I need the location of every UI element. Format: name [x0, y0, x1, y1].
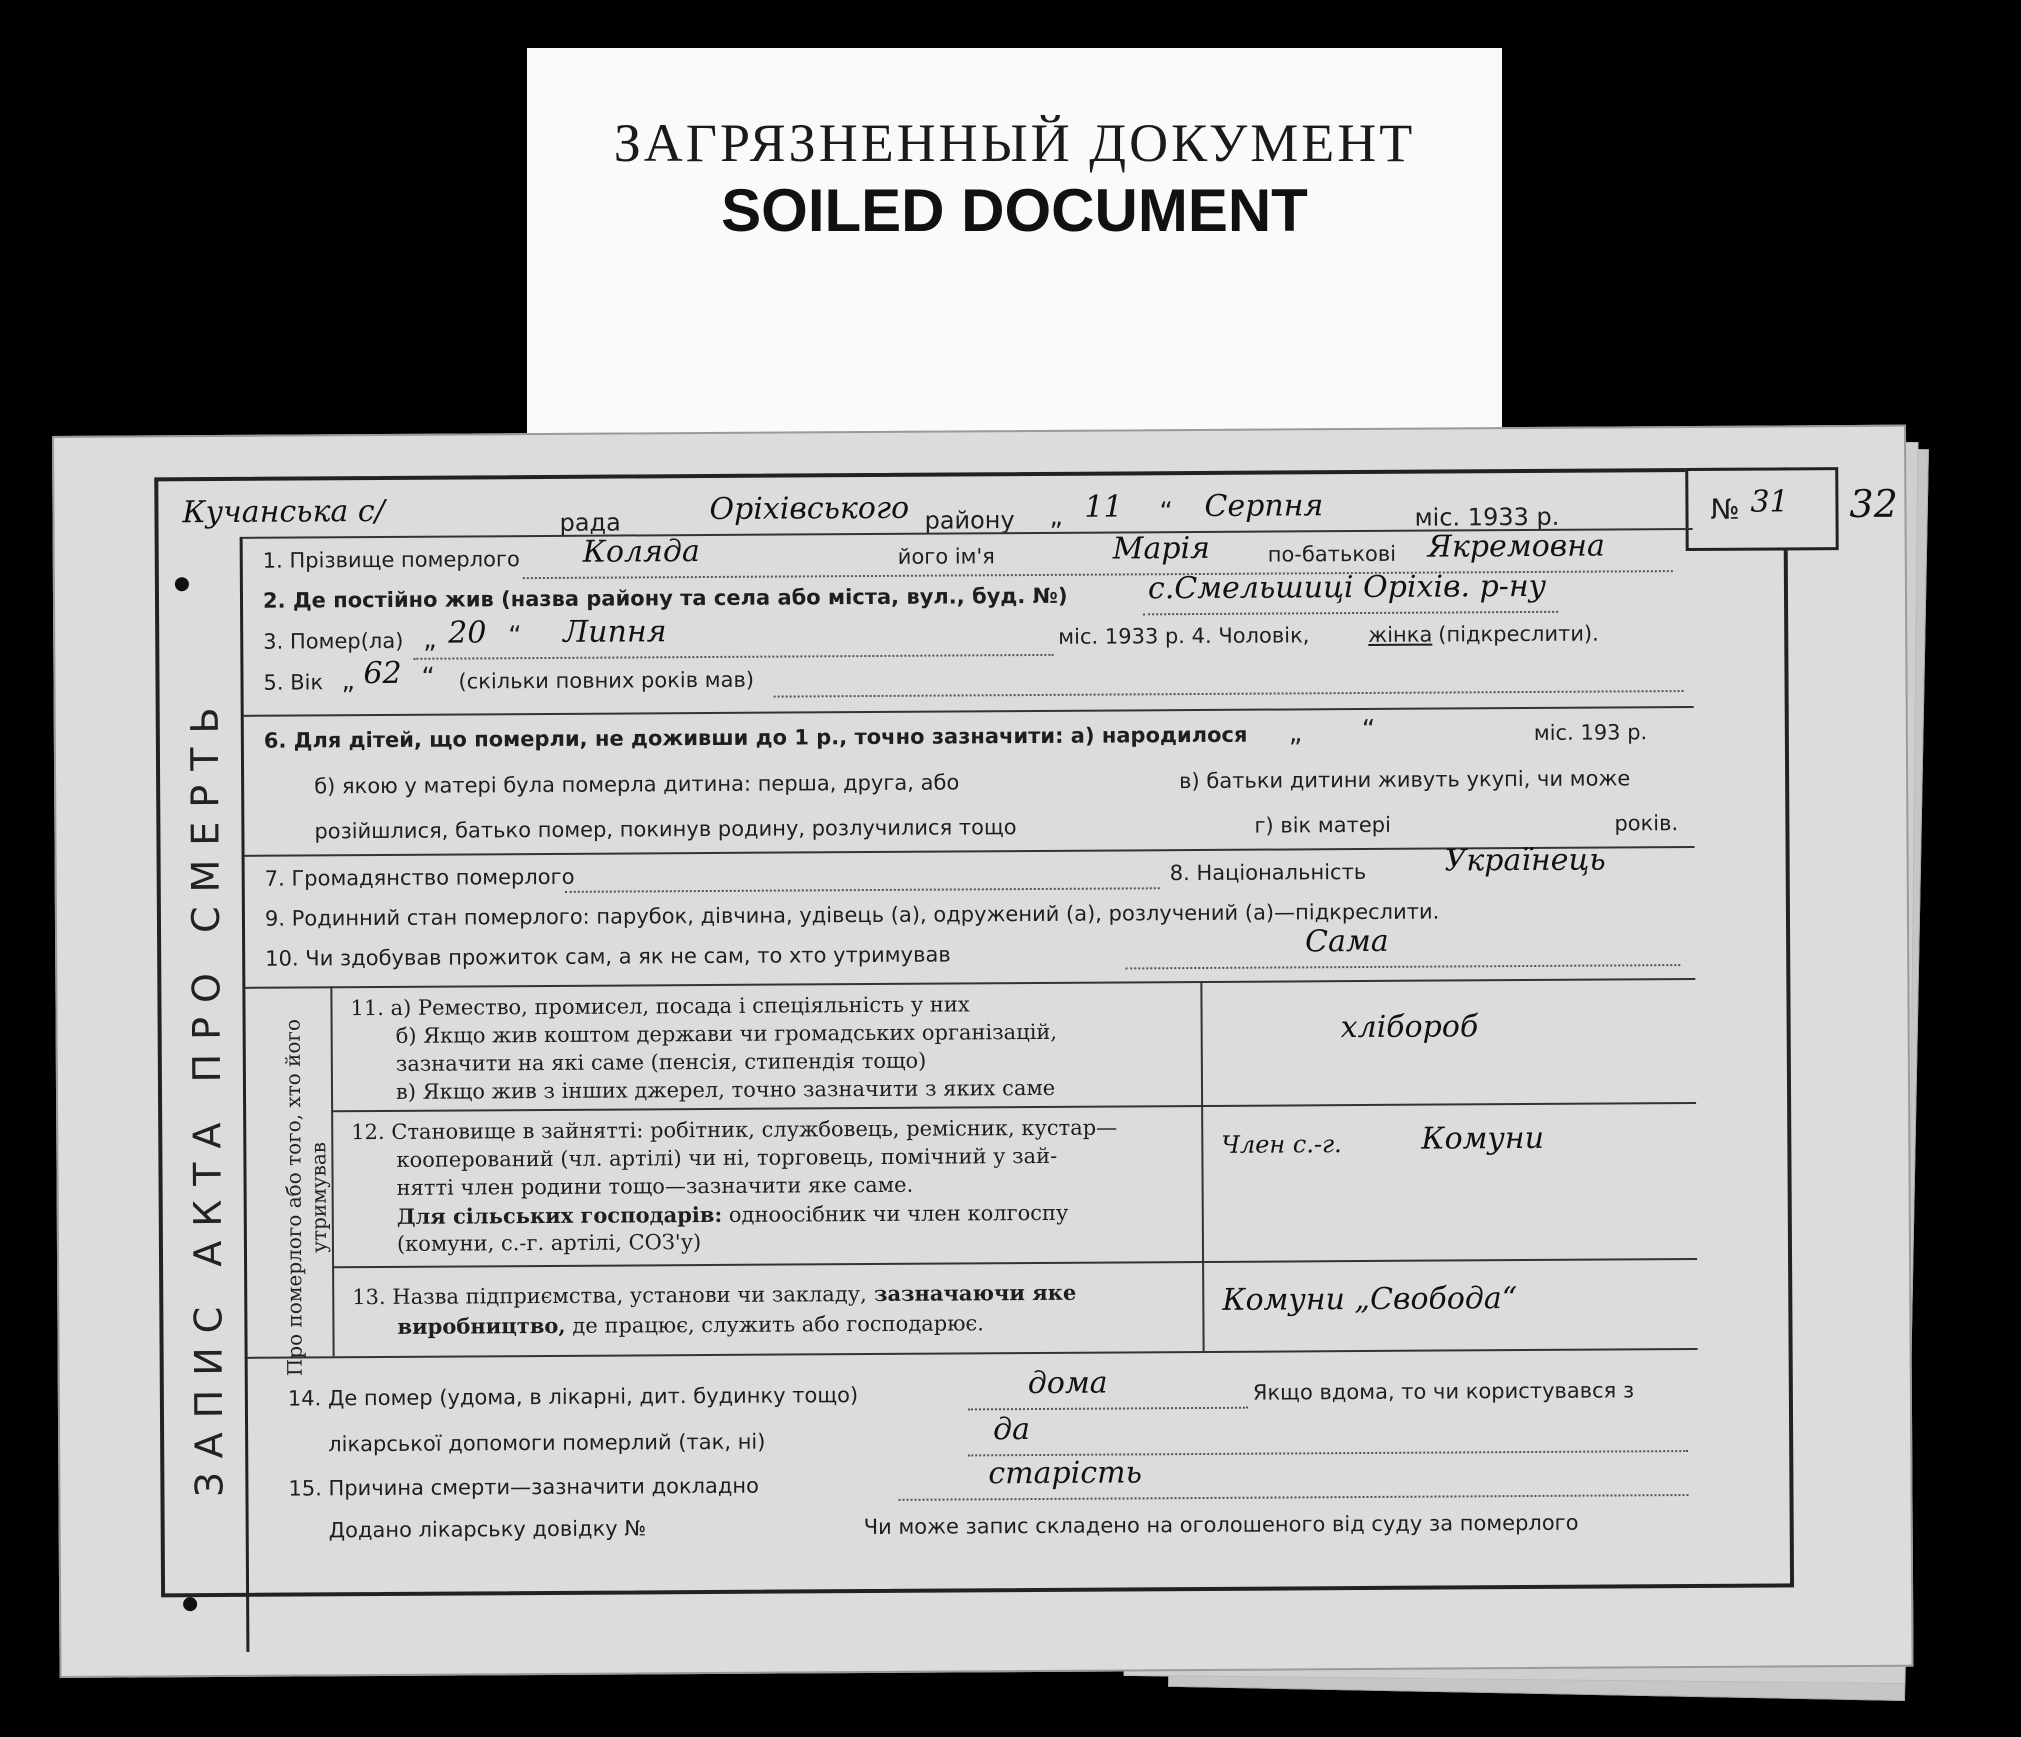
death-day-handwriting: 20 — [448, 615, 487, 651]
name-handwriting: Марія — [1112, 530, 1211, 567]
rule — [331, 1102, 1696, 1112]
died-open-quote: „ — [423, 624, 437, 655]
nationality-label: 8. Національність — [1169, 859, 1367, 886]
workplace-line-1: 13. Назва підприємства, установи чи закладу, зазначаючи яке — [352, 1279, 1077, 1310]
death-record-card — [52, 425, 1914, 1678]
employment-line-c: нятті член родини тощо—зазначити яке саме. — [396, 1172, 914, 1200]
header-day-handwriting: 11 — [1084, 489, 1123, 525]
employment-line-a: 12. Становище в зайнятті: робітник, службовець, ремісник, кустар— — [351, 1115, 1118, 1145]
sex-underline-note: (підкреслити). — [1438, 621, 1599, 647]
age-close-quote: “ — [421, 662, 436, 693]
home-medical-help-label: Якщо вдома, то чи користувався з — [1252, 1378, 1635, 1405]
livelihood-handwriting: Сама — [1305, 923, 1389, 960]
court-declared-label: Чи може запис складено на оголошеного від суду за померлого — [863, 1510, 1579, 1540]
dotted-line — [1125, 964, 1680, 969]
age-open-quote: „ — [341, 666, 356, 697]
dotted-line — [413, 654, 1053, 660]
header-month-label: міс. 1933 р. — [1414, 502, 1560, 532]
dotted-line — [774, 690, 1684, 698]
header-month-handwriting: Серпня — [1204, 488, 1324, 524]
dotted-line — [968, 1407, 1248, 1411]
medical-certificate-label: Додано лікарську довідку № — [328, 1516, 647, 1543]
banner-russian: ЗАГРЯЗНЕННЫЙ ДОКУМЕНТ — [613, 113, 1416, 173]
age-label: 5. Вік — [263, 670, 324, 695]
residence-handwriting: с.Смельшиці Оріхів. р-ну — [1147, 568, 1547, 607]
workplace-handwriting: Комуни „Свобода“ — [1222, 1281, 1518, 1318]
employment-handwriting-right: Комуни — [1421, 1120, 1545, 1157]
employment-line-d: Для сільських господарів: одноосібник чи член колгоспу — [396, 1200, 1069, 1229]
header-district-label: району — [924, 506, 1015, 535]
workplace-line-2: виробництво, де працює, служить або господарює. — [397, 1311, 984, 1339]
marital-status-label: 9. Родинний стан померлого: парубок, дівчина, удівець (а), одружений (а), розлучений (а)—підкреслити. — [264, 899, 1440, 931]
patronymic-label: по-батькові — [1267, 541, 1397, 567]
died-label: 3. Помер(ла) — [263, 628, 404, 654]
employment-handwriting-left: Член с.-г. — [1221, 1130, 1342, 1159]
medical-help-handwriting: да — [992, 1412, 1031, 1448]
child-order-label: б) якою у матері була померла дитина: перша, друга, або — [314, 770, 960, 799]
record-number-handwriting: 31 — [1750, 484, 1789, 520]
citizenship-label: 7. Громадянство померлого — [264, 864, 575, 891]
rule — [332, 1258, 1697, 1268]
corner-number-handwriting: 32 — [1849, 481, 1898, 527]
cause-of-death-handwriting: старість — [988, 1455, 1142, 1492]
parents-status-label: розійшлися, батько помер, покинув родину, розлучилися тощо — [314, 815, 1017, 844]
occupation-line-c: зазначити на які саме (пенсія, стипендія тощо) — [395, 1048, 927, 1076]
sex-female: жінка — [1368, 622, 1433, 647]
residence-label: 2. Де постійно жив (назва району та села або міста, вул., буд. №) — [262, 583, 1068, 613]
mother-age-years-label: років. — [1614, 811, 1679, 836]
dotted-line — [1143, 611, 1558, 616]
parents-together-label: в) батьки дитини живуть укупі, чи може — [1179, 766, 1631, 794]
age-handwriting: 62 — [363, 655, 402, 692]
children-month-label: міс. 193 р. — [1533, 720, 1648, 745]
died-year-sex-label: міс. 1933 р. 4. Чоловік, — [1058, 623, 1310, 649]
dotted-line — [565, 887, 1160, 893]
children-open-quote: „ — [1288, 718, 1303, 749]
place-of-death-handwriting: дома — [1027, 1365, 1108, 1402]
form-body — [240, 528, 1758, 1652]
header-district-handwriting: Оріхівського — [709, 490, 910, 527]
employment-line-e: (комуни, с.-г. артілі, СОЗ'у) — [396, 1230, 702, 1256]
employment-line-b: кооперований (чл. артілі) чи ні, торговець, помічний у зай- — [396, 1143, 1058, 1172]
nationality-handwriting: Українець — [1444, 842, 1606, 879]
patronymic-handwriting: Якремовна — [1427, 528, 1605, 565]
header-rada-handwriting: Кучанська с/ — [182, 493, 385, 531]
soiled-document-label — [527, 48, 1502, 440]
children-label: 6. Для дітей, що померли, не доживши до 1 р., точно зазначити: а) народилося — [263, 722, 1248, 753]
occupation-line-d: в) Якщо жив з інших джерел, точно зазначити з яких саме — [395, 1075, 1056, 1104]
rule — [245, 978, 1695, 989]
about-deceased-side-label: Про померлого або того, хто його утримував — [280, 1018, 331, 1377]
died-close-quote: “ — [508, 621, 522, 652]
occupation-line-a: 11. а) Ремество, промисел, посада і спеціяльність у них — [350, 992, 970, 1021]
dotted-line — [899, 1494, 1689, 1501]
death-month-handwriting: Липня — [563, 614, 667, 650]
rule — [1200, 981, 1204, 1351]
header-date-close: “ — [1159, 497, 1174, 528]
occupation-line-b: б) Якщо жив коштом держави чи громадських організацій, — [395, 1019, 1058, 1048]
rule — [248, 1348, 1698, 1359]
mother-age-label: г) вік матері — [1254, 812, 1391, 838]
children-close-quote: “ — [1361, 714, 1376, 746]
surname-label: 1. Прізвище померлого — [262, 547, 520, 573]
header-rada-label: рада — [559, 508, 621, 537]
number-sign: № — [1710, 492, 1740, 526]
surname-handwriting: Коляда — [582, 534, 700, 570]
livelihood-label: 10. Чи здобував прожиток сам, а як не сам, то хто утримував — [265, 942, 951, 971]
spine-title: ЗАПИС АКТА ПРО СМЕРТЬ — [182, 692, 232, 1497]
age-note: (скільки повних років мав) — [458, 667, 755, 694]
rule — [244, 706, 1694, 717]
header-date-open: „ — [1049, 501, 1064, 532]
medical-help-label: лікарської допомоги померлий (так, ні) — [328, 1429, 766, 1457]
occupation-handwriting: хлібороб — [1340, 1009, 1479, 1046]
cause-of-death-label: 15. Причина смерти—зазначити докладно — [288, 1473, 760, 1501]
name-label: його ім'я — [897, 544, 995, 569]
place-of-death-label: 14. Де помер (удома, в лікарні, дит. будинку тощо) — [287, 1383, 859, 1411]
banner-english: SOILED DOCUMENT — [721, 177, 1308, 244]
